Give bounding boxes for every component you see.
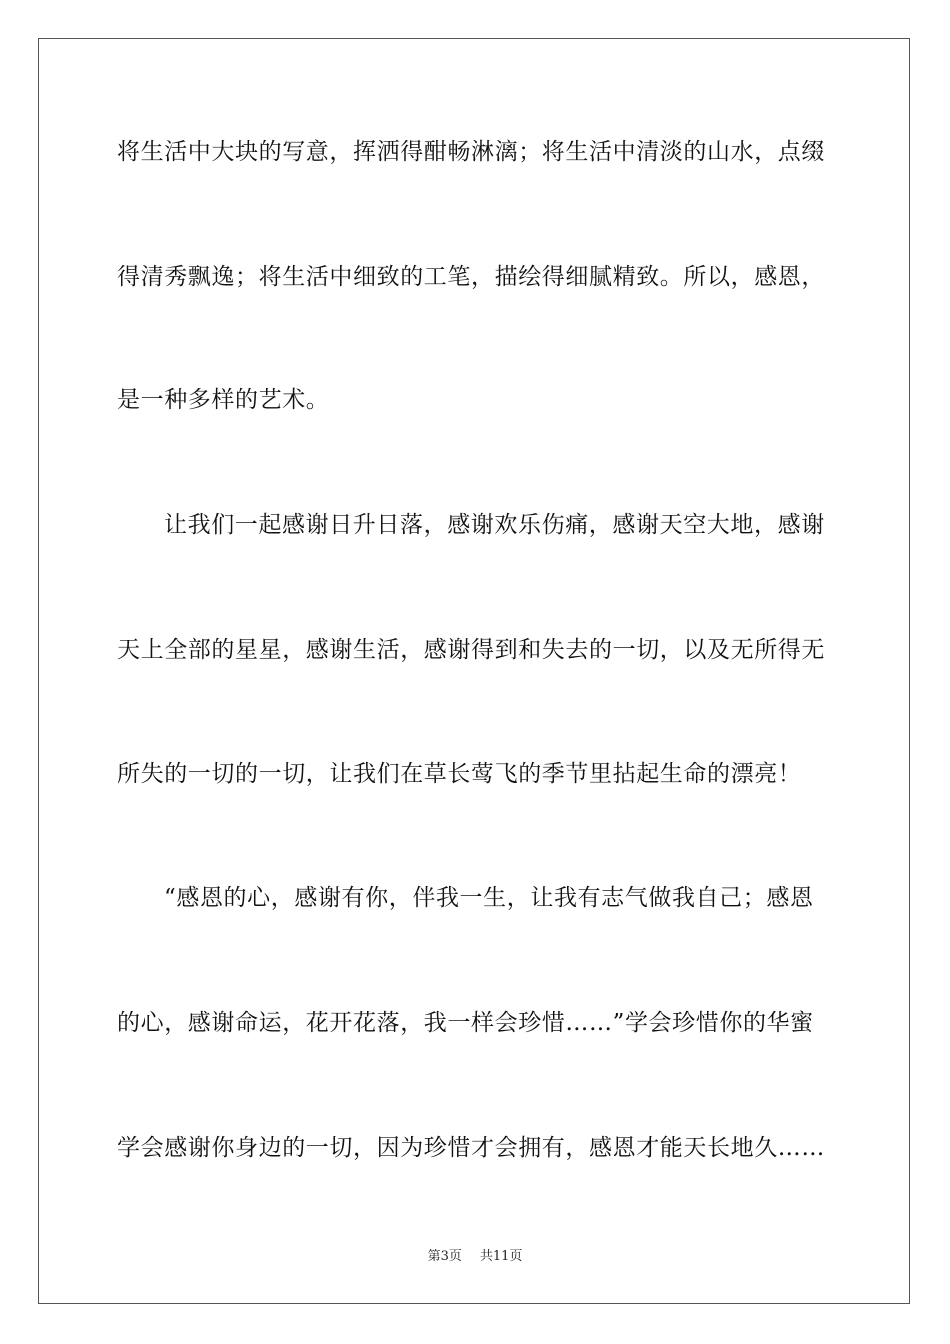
- paragraph-line: 天上全部的星星，感谢生活，感谢得到和失去的一切，以及无所得无: [117, 637, 825, 663]
- paragraph-line: “感恩的心，感谢有你，伴我一生，让我有志气做我自己；感恩: [164, 885, 814, 911]
- page-total: 共11页: [479, 1249, 523, 1264]
- paragraph-line: 让我们一起感谢日升日落，感谢欢乐伤痛，感谢天空大地，感谢: [164, 512, 825, 538]
- paragraph-line: 是一种多样的艺术。: [117, 387, 330, 413]
- page-footer: [0, 1248, 950, 1266]
- paragraph-line: 的心，感谢命运，花开花落，我一样会珍惜……”学会珍惜你的华蜜: [117, 1010, 814, 1036]
- paragraph-line: 将生活中大块的写意，挥洒得酣畅淋漓；将生活中清淡的山水，点缀: [117, 139, 825, 165]
- paragraph-line: 学会感谢你身边的一切，因为珍惜才会拥有，感恩才能天长地久……: [117, 1135, 825, 1161]
- page-number: 第3页: [427, 1249, 462, 1264]
- paragraph-line: 得清秀飘逸；将生活中细致的工笔，描绘得细腻精致。所以，感恩，: [117, 264, 825, 290]
- paragraph-line: 所失的一切的一切，让我们在草长莺飞的季节里拈起生命的漂亮！: [117, 761, 802, 787]
- page-border: [38, 38, 910, 1304]
